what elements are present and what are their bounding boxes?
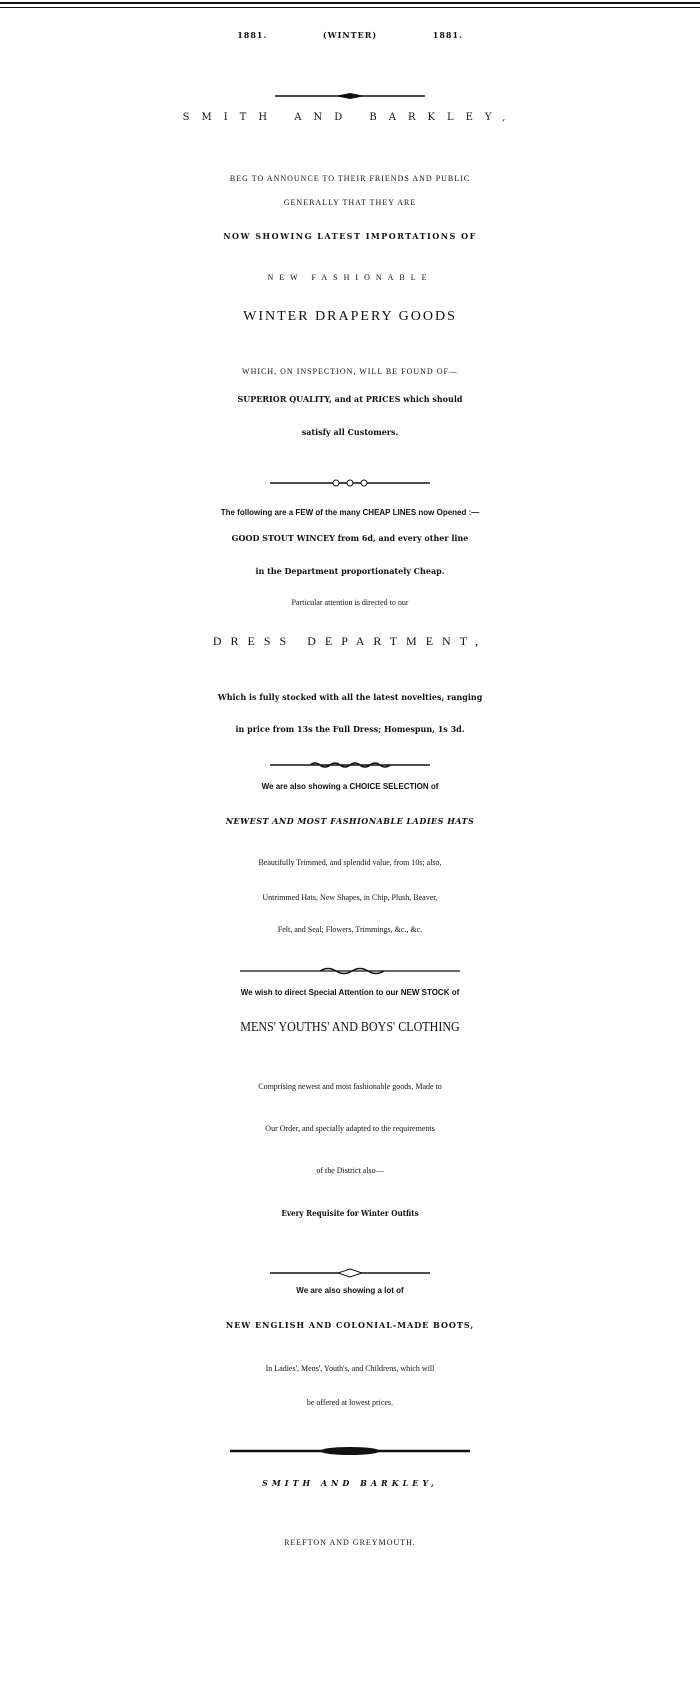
top-border-rule-thin — [0, 7, 700, 8]
wincey-line-2: in the Department proportionately Cheap. — [255, 566, 445, 576]
firm-name-heading: SMITH AND BARKLEY, — [182, 112, 518, 123]
dress-line-1: Which is fully stocked with all the latest novelties, ranging — [217, 692, 483, 702]
ornament-divider-5 — [0, 1268, 700, 1278]
boots-heading: NEW ENGLISH AND COLONIAL-MADE BOOTS, — [225, 1320, 475, 1330]
hats-line-1: Beautifully Trimmed, and splendid value, from 10s; also, — [258, 858, 442, 867]
intro-line-1: BEG TO ANNOUNCE TO THEIR FRIENDS AND PUBLIC — [229, 174, 471, 183]
quality-line-2: satisfy all Customers. — [301, 427, 399, 437]
hats-intro: We are also showing a CHOICE SELECTION of — [261, 782, 439, 791]
footer-firm-name: SMITH AND BARKLEY, — [262, 1478, 438, 1488]
ornament-divider-1 — [0, 92, 700, 100]
inspection-line: WHICH, ON INSPECTION, WILL BE FOUND OF— — [242, 367, 458, 376]
boots-line-2: be offered at lowest prices. — [306, 1398, 394, 1407]
ornament-divider-6 — [0, 1446, 700, 1456]
boots-intro: We are also showing a lot of — [296, 1286, 404, 1295]
clothing-line-3: of the District also— — [316, 1166, 384, 1175]
year-left: 1881. — [237, 30, 268, 40]
clothing-line-2: Our Order, and specially adapted to the requirements — [265, 1124, 435, 1133]
new-fashionable-heading: NEW FASHIONABLE — [267, 273, 433, 282]
year-right: 1881. — [432, 30, 463, 40]
ornament-divider-2 — [0, 478, 700, 488]
intro-line-2: GENERALLY THAT THEY ARE — [283, 198, 417, 207]
footer-locations: REEFTON AND GREYMOUTH. — [284, 1538, 416, 1547]
clothing-heading: MENS' YOUTHS' AND BOYS' CLOTHING — [240, 1020, 460, 1035]
ladies-hats-heading: NEWEST AND MOST FASHIONABLE LADIES HATS — [225, 816, 475, 826]
attention-line: Particular attention is directed to our — [291, 598, 409, 607]
winter-outfits-heading: Every Requisite for Winter Outfits — [281, 1208, 419, 1218]
cheap-lines-intro: The following are a FEW of the many CHEAP LINES now Opened :— — [220, 508, 480, 517]
showing-heading: NOW SHOWING LATEST IMPORTATIONS OF — [223, 231, 477, 241]
hats-line-2: Untrimmed Hats, New Shapes, in Chip, Plush, Beaver, — [262, 893, 438, 902]
wincey-line-1: GOOD STOUT WINCEY from 6d, and every other line — [231, 533, 469, 543]
dress-line-2: in price from 13s the Full Dress; Homespun, 1s 3d. — [235, 724, 465, 734]
season-title: (WINTER) — [322, 30, 378, 40]
quality-line-1: SUPERIOR QUALITY, and at PRICES which should — [237, 394, 463, 404]
dress-department-heading: DRESS DEPARTMENT, — [212, 634, 488, 648]
hats-line-3: Felt, and Seal; Flowers, Trimmings, &c., &c. — [277, 925, 423, 934]
ornament-divider-3 — [0, 760, 700, 770]
boots-line-1: In Ladies', Mens', Youth's, and Childrens, which will — [265, 1364, 435, 1373]
clothing-intro: We wish to direct Special Attention to our NEW STOCK of — [240, 988, 460, 997]
ornament-divider-4 — [0, 966, 700, 976]
top-border-rule — [0, 2, 700, 4]
winter-drapery-heading: WINTER DRAPERY GOODS — [243, 309, 457, 324]
header-line — [0, 30, 700, 40]
clothing-line-1: Comprising newest and most fashionable goods, Made to — [258, 1082, 442, 1091]
